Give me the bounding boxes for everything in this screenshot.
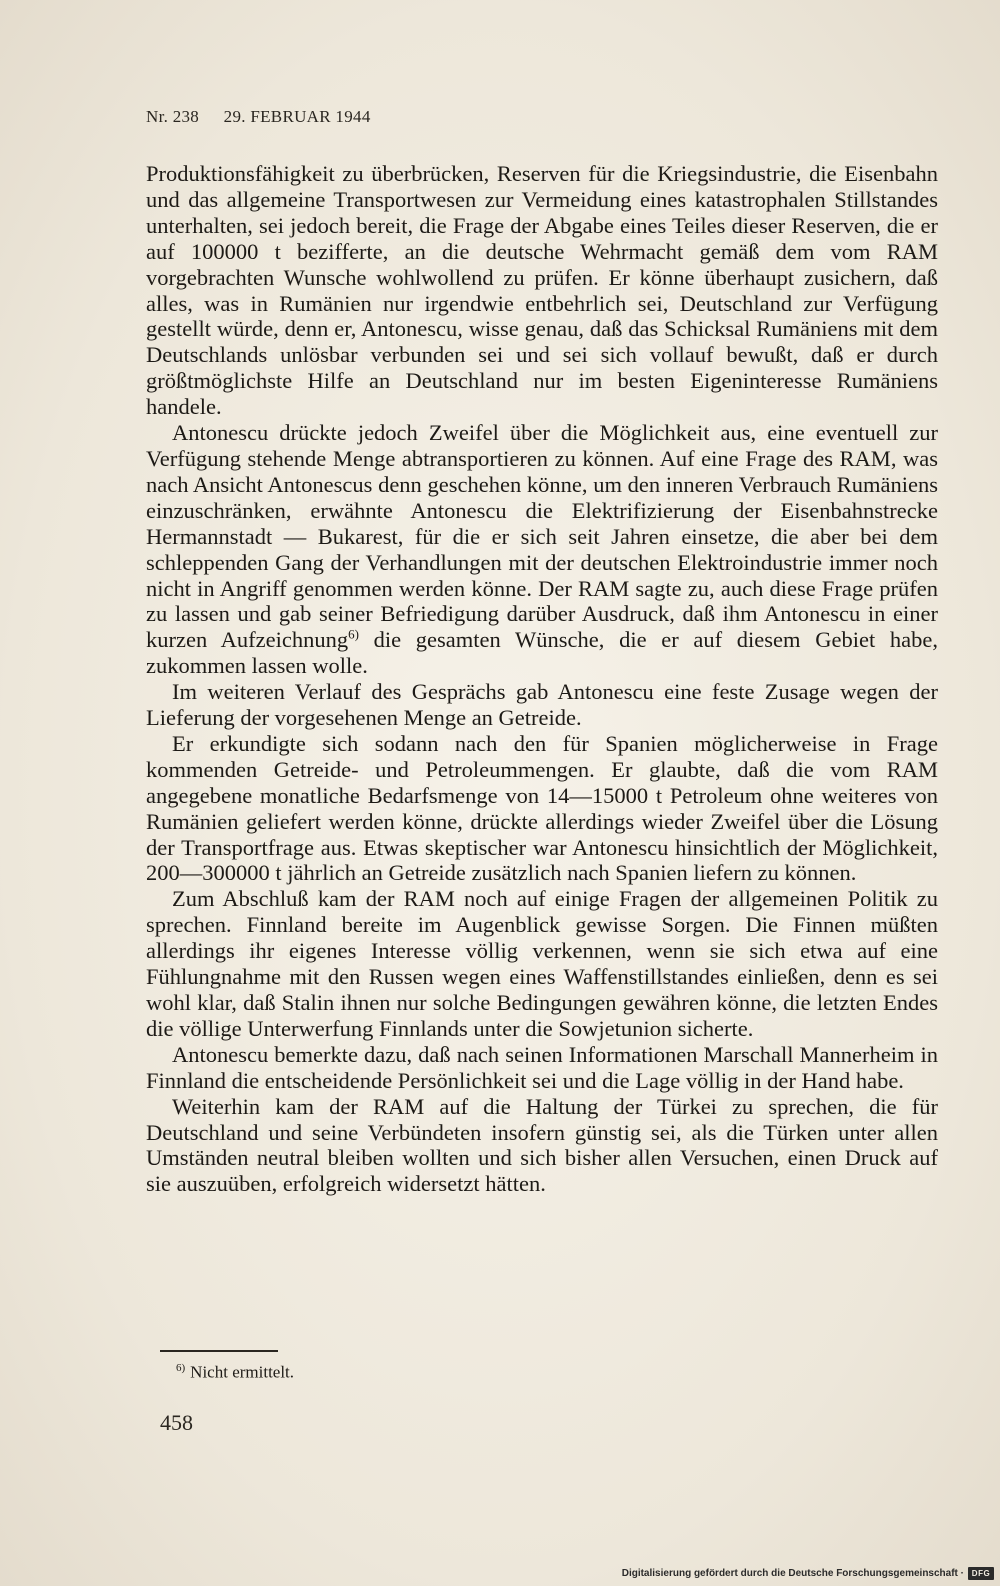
paragraph: Weiterhin kam der RAM auf die Haltung der Türkei zu sprechen, die für Deutschland und seine Verbündeten insofern günstig sei, als die Türken unter allen Umständen neutral bleiben wollten und sich bisher allen Versuchen, einen Druck auf sie auszuüben, erfolgreich widersetzt hätten. <box>146 1093 938 1197</box>
paragraph-text: die gesamten Wünsche, die er auf diesem Gebiet habe, zukommen lassen wolle. <box>146 627 938 679</box>
header-date: 29. FEBRUAR 1944 <box>223 107 371 126</box>
footnote-text: Nicht ermittelt. <box>190 1362 295 1382</box>
footnote-mark: 6) <box>176 1362 186 1374</box>
dfg-logo-icon: DFG <box>968 1567 994 1580</box>
paragraph: Produktionsfähigkeit zu überbrücken, Reserven für die Kriegsindustrie, die Eisenbahn und das allgemeine Transportwesen zur Vermeidung eines katastrophalen Stillstandes unterhalten, sei jedoch bereit, die Frage der Abgabe eines Teiles dieser Reserven, die er auf 100000 t bezifferte, an die deutsche Wehrmacht gemäß dem vom RAM vorgebrachten Wunsche wohlwollend zu prüfen. Er könne überhaupt zusichern, daß alles, was in Rumänien nur irgendwie entbehrlich sei, Deutschland zur Verfügung gestellt würde, denn er, Antonescu, wisse genau, daß das Schicksal Rumäniens mit dem Deutschlands unlösbar verbunden sei und sei sich vollauf bewußt, daß er durch größtmöglichste Hilfe an Deutschland nur im besten Eigeninteresse Rumäniens handele. <box>146 161 938 420</box>
body-text <box>146 161 938 1197</box>
paragraph <box>146 420 938 679</box>
paragraph: Antonescu bemerkte dazu, daß nach seinen Informationen Marschall Mannerheim in Finnland die entscheidende Persönlichkeit sei und die Lage völlig in der Hand habe. <box>146 1041 938 1093</box>
credit-text: Digitalisierung gefördert durch die Deutsche Forschungsgemeinschaft · <box>621 1568 964 1579</box>
page-number: 458 <box>160 1410 193 1435</box>
paragraph: Zum Abschluß kam der RAM noch auf einige Fragen der allgemeinen Politik zu sprechen. Finnland bereite im Augenblick gewisse Sorgen. Die Finnen müßten allerdings ihr eigenes Interesse völlig verkennen, wenn sie sich etwa auf eine Fühlungnahme mit den Russen wegen eines Waffenstillstandes einließen, denn es sei wohl klar, daß Stalin ihnen nur solche Bedingungen gewähren könne, die letzten Endes die völlige Unterwerfung Finnlands unter die Sowjetunion sicherte. <box>146 886 938 1041</box>
paragraph-text: Antonescu drückte jedoch Zweifel über die Möglichkeit aus, eine eventuell zur Verfügung stehende Menge abtransportieren zu können. Auf eine Frage des RAM, was nach Ansicht Antonescus denn geschehen könne, um den inneren Verbrauch Rumäniens einzuschränken, erwähnte Antonescu die Elektrifizierung der Eisenbahnstrecke Hermannstadt — Bukarest, für die er sich seit Jahren einsetze, die aber bei dem schleppenden Gang der Verhandlungen mit der deutschen Elektroindustrie immer noch nicht in Angriff genommen werden könne. Der RAM sagte zu, auch diese Frage prüfen zu lassen und gab seiner Befriedigung darüber Ausdruck, daß ihm Antonescu in einer kurzen Aufzeichnung <box>146 420 938 653</box>
footnote-reference[interactable]: 6) <box>348 626 359 642</box>
paragraph: Er erkundigte sich sodann nach den für Spanien möglicherweise in Frage kommenden Getreide- und Petroleummengen. Er glaubte, daß die vom RAM angegebene monatliche Bedarfsmenge von 14—15000 t Petroleum ohne weiteres von Rumänien geliefert werden könne, drückte allerdings wieder Zweifel über die Lösung der Transportfrage aus. Etwas skeptischer war Antonescu hinsichtlich der Möglichkeit, 200—300000 t jährlich an Getreide zusätzlich nach Spanien liefern zu können. <box>146 730 938 886</box>
document-number: Nr. 238 <box>146 107 200 126</box>
paragraph: Im weiteren Verlauf des Gesprächs gab Antonescu eine feste Zusage wegen der Lieferung der vorgesehenen Menge an Getreide. <box>146 679 938 731</box>
footnote <box>176 1362 294 1383</box>
digitization-credit <box>622 1567 994 1580</box>
footnote-divider <box>160 1350 278 1352</box>
running-header <box>146 107 371 127</box>
